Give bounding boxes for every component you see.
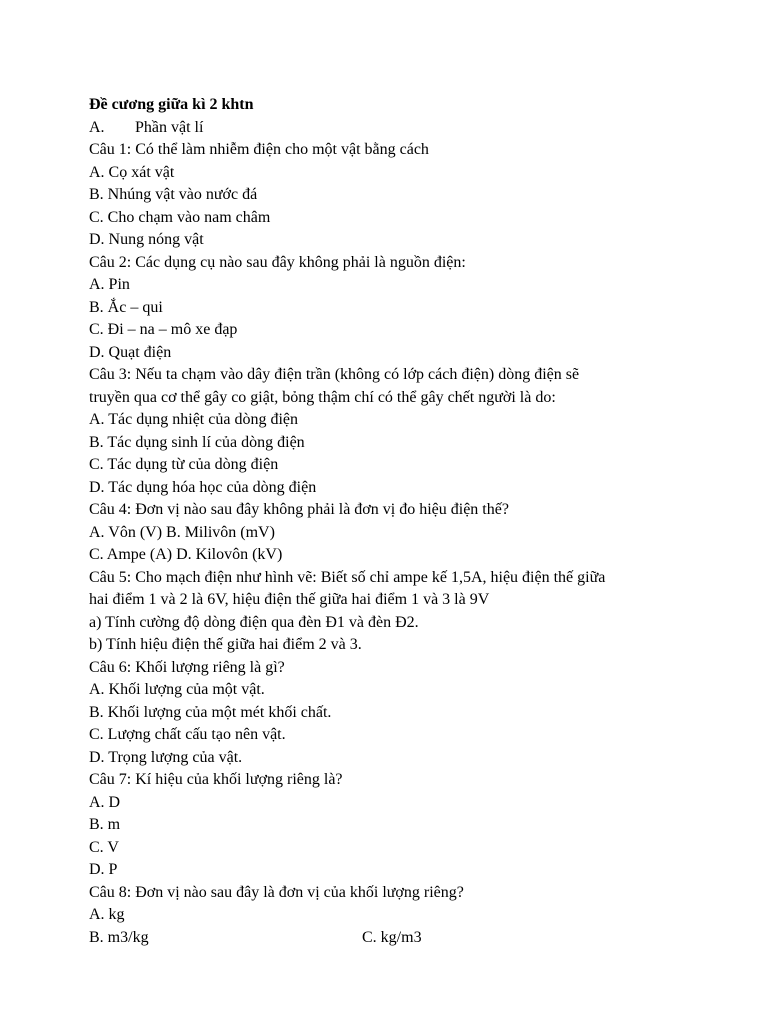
q7-option-a: A. D [89, 793, 121, 811]
question-2: Câu 2: Các dụng cụ nào sau đây không phải là nguồn điện: [89, 253, 466, 271]
q1-option-d: D. Nung nóng vật [89, 231, 204, 248]
section-label: A. [89, 118, 105, 136]
question-6: Câu 6: Khối lượng riêng là gì? [89, 658, 285, 676]
q6-option-b: B. Khối lượng của một mét khối chất. [89, 703, 332, 721]
q5-part-b: b) Tính hiệu điện thế giữa hai điểm 2 và 3. [89, 636, 362, 653]
question-5: Câu 5: Cho mạch điện như hình vẽ: Biết số chỉ ampe kế 1,5A, hiệu điện thế giữa [89, 568, 606, 586]
q6-option-d: D. Trọng lượng của vật. [89, 748, 243, 766]
q3-option-a: A. Tác dụng nhiệt của dòng điện [89, 411, 298, 428]
q4-options-cd: C. Ampe (A) D. Kilovôn (kV) [89, 546, 283, 563]
q7-option-d: D. P [89, 861, 118, 878]
q2-option-a: A. Pin [89, 276, 130, 293]
document-title: Đề cương giữa kì 2 khtn [89, 96, 254, 113]
q6-option-a: A. Khối lượng của một vật. [89, 681, 265, 698]
question-3-continued: truyền qua cơ thể gây co giật, bỏng thậm chí có thể gây chết người là do: [89, 388, 556, 406]
question-7: Câu 7: Kí hiệu của khối lượng riêng là? [89, 771, 343, 788]
q7-option-c: C. V [89, 838, 119, 856]
section-heading [89, 117, 689, 140]
q3-option-b: B. Tác dụng sinh lí của dòng điện [89, 433, 305, 451]
q8-option-b: B. m3/kg [89, 928, 149, 946]
q5-part-a: a) Tính cường độ dòng điện qua đèn Đ1 và đèn Đ2. [89, 613, 419, 631]
q8-options-bc [89, 927, 689, 950]
q7-option-b: B. m [89, 816, 121, 833]
q3-option-d: D. Tác dụng hóa học của dòng điện [89, 478, 317, 496]
q1-option-b: B. Nhúng vật vào nước đá [89, 186, 258, 203]
q2-option-d: D. Quạt điện [89, 343, 172, 361]
q3-option-c: C. Tác dụng từ của dòng điện [89, 456, 279, 473]
q2-option-c: C. Đi – na – mô xe đạp [89, 321, 238, 338]
question-1: Câu 1: Có thể làm nhiễm điện cho một vật bằng cách [89, 141, 429, 158]
q4-options-ab: A. Vôn (V) B. Milivôn (mV) [89, 523, 275, 541]
section-name: Phần vật lí [135, 118, 204, 136]
q8-option-a: A. kg [89, 906, 125, 923]
question-5-continued: hai điểm 1 và 2 là 6V, hiệu điện thế giữa hai điểm 1 và 3 là 9V [89, 591, 490, 608]
question-3: Câu 3: Nếu ta chạm vào dây điện trần (không có lớp cách điện) dòng điện sẽ [89, 366, 580, 383]
q8-option-c: C. kg/m3 [362, 928, 422, 946]
question-8: Câu 8: Đơn vị nào sau đây là đơn vị của khối lượng riêng? [89, 883, 464, 901]
q1-option-a: A. Cọ xát vật [89, 163, 175, 181]
q6-option-c: C. Lượng chất cấu tạo nên vật. [89, 726, 286, 743]
q1-option-c: C. Cho chạm vào nam châm [89, 208, 271, 226]
question-4: Câu 4: Đơn vị nào sau đây không phải là đơn vị đo hiệu điện thế? [89, 501, 509, 518]
q2-option-b: B. Ắc – qui [89, 298, 163, 316]
document-page [89, 94, 689, 949]
